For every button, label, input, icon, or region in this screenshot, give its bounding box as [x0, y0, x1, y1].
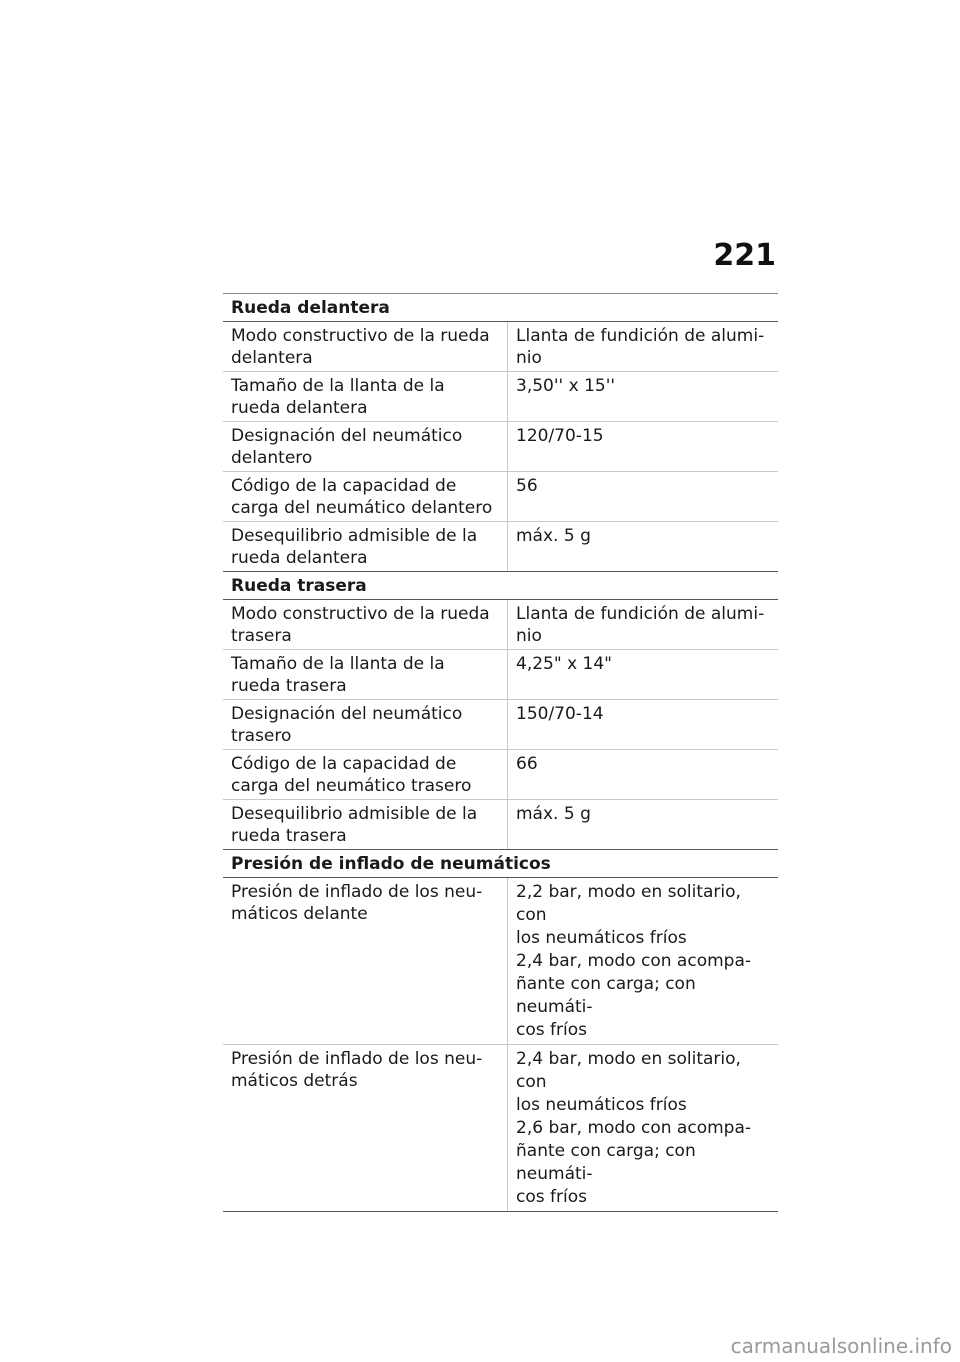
table-row: [223, 322, 778, 372]
table-row: [223, 600, 778, 650]
table-row: [223, 650, 778, 700]
row-value: 66: [507, 750, 778, 799]
pressure-value-solo: 2,4 bar, modo en solitario, con los neumáticos fríos: [516, 1049, 741, 1115]
row-value: máx. 5 g: [507, 800, 778, 849]
pressure-value-passenger: 2,4 bar, modo con acompa- ñante con carga; con neumáti- cos fríos: [516, 951, 751, 1040]
row-value: 56: [507, 472, 778, 521]
row-label: Modo constructivo de la rueda delantera: [231, 326, 490, 368]
page-number: 221: [713, 238, 776, 273]
section-header-front-wheel: Rueda delantera: [223, 294, 778, 322]
row-value: [507, 1045, 778, 1211]
row-value: 3,50'' x 15'': [507, 372, 778, 421]
row-value: Llanta de fundición de alumi- nio: [507, 600, 778, 649]
row-label: Designación del neumático trasero: [231, 704, 463, 746]
row-value: 4,25" x 14": [507, 650, 778, 699]
row-value: [507, 878, 778, 1044]
row-label: Modo constructivo de la rueda trasera: [231, 604, 490, 646]
row-label: Presión de inflado de los neu- máticos detrás: [231, 1049, 483, 1091]
spec-table: [223, 293, 778, 1212]
row-label: Desequilibrio admisible de la rueda delantera: [231, 526, 478, 568]
pressure-value-passenger: 2,6 bar, modo con acompa- ñante con carga; con neumáti- cos fríos: [516, 1118, 751, 1207]
row-label: Desequilibrio admisible de la rueda trasera: [231, 804, 478, 846]
table-row: [223, 1045, 778, 1212]
table-row: [223, 372, 778, 422]
row-label: Designación del neumático delantero: [231, 426, 463, 468]
table-row: [223, 522, 778, 572]
row-label: Tamaño de la llanta de la rueda trasera: [231, 654, 445, 696]
row-value: máx. 5 g: [507, 522, 778, 571]
row-label: Código de la capacidad de carga del neumático trasero: [231, 754, 472, 796]
section-header-tire-pressure: Presión de inflado de neumáticos: [223, 850, 778, 878]
table-row: [223, 700, 778, 750]
row-label: Presión de inflado de los neu- máticos delante: [231, 882, 483, 924]
table-row: [223, 878, 778, 1045]
table-row: [223, 472, 778, 522]
pressure-value-solo: 2,2 bar, modo en solitario, con los neumáticos fríos: [516, 882, 741, 948]
row-label: Tamaño de la llanta de la rueda delantera: [231, 376, 445, 418]
table-row: [223, 750, 778, 800]
table-row: [223, 422, 778, 472]
row-value: 150/70-14: [507, 700, 778, 749]
row-label: Código de la capacidad de carga del neumático delantero: [231, 476, 493, 518]
section-header-rear-wheel: Rueda trasera: [223, 572, 778, 600]
row-value: Llanta de fundición de alumi- nio: [507, 322, 778, 371]
table-row: [223, 800, 778, 850]
row-value: 120/70-15: [507, 422, 778, 471]
footer-watermark: carmanualsonline.info: [730, 1334, 952, 1358]
